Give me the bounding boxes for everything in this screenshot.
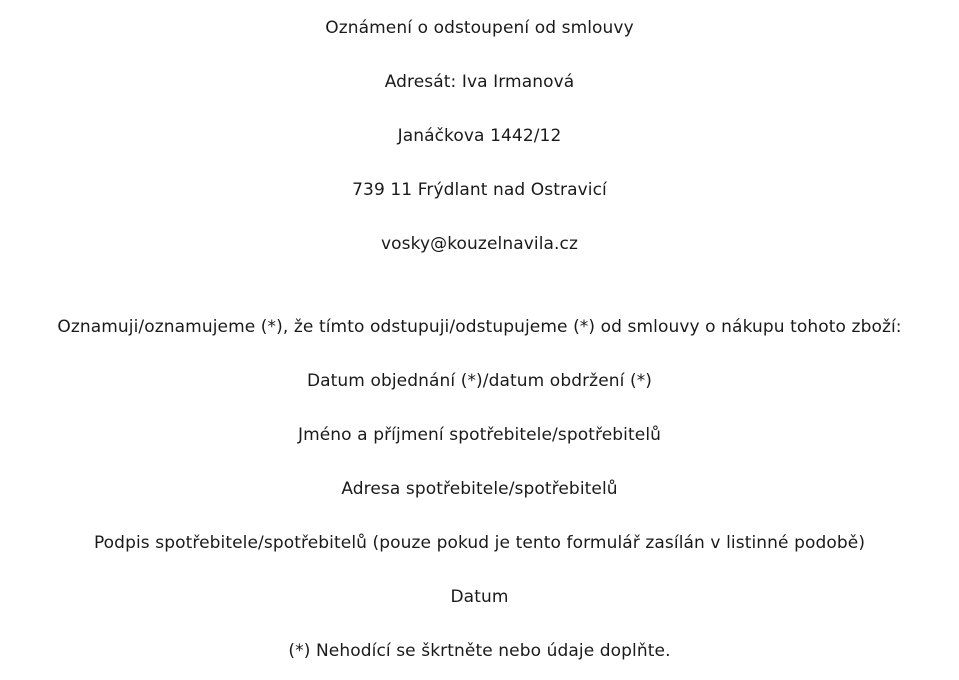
date-field: Datum: [450, 587, 509, 607]
consumer-address-field: Adresa spotřebitele/spotřebitelů: [341, 479, 618, 499]
consumer-name-field: Jméno a příjmení spotřebitele/spotřebitelů: [297, 425, 662, 445]
withdrawal-statement: Oznamuji/oznamujeme (*), že tímto odstupuji/odstupujeme (*) od smlouvy o nákupu tohoto zboží:: [57, 317, 902, 337]
document-title: Oznámení o odstoupení od smlouvy: [325, 18, 634, 38]
recipient-line: Adresát: Iva Irmanová: [384, 72, 575, 92]
street-address: Janáčkova 1442/12: [397, 126, 562, 146]
city-address: 739 11 Frýdlant nad Ostravicí: [352, 180, 607, 200]
email-address: vosky@kouzelnavila.cz: [380, 234, 579, 254]
order-date-field: Datum objednání (*)/datum obdržení (*): [306, 371, 653, 391]
footnote: (*) Nehodící se škrtněte nebo údaje doplňte.: [288, 641, 671, 661]
signature-field: Podpis spotřebitele/spotřebitelů (pouze pokud je tento formulář zasílán v listinné podobě): [93, 533, 866, 553]
